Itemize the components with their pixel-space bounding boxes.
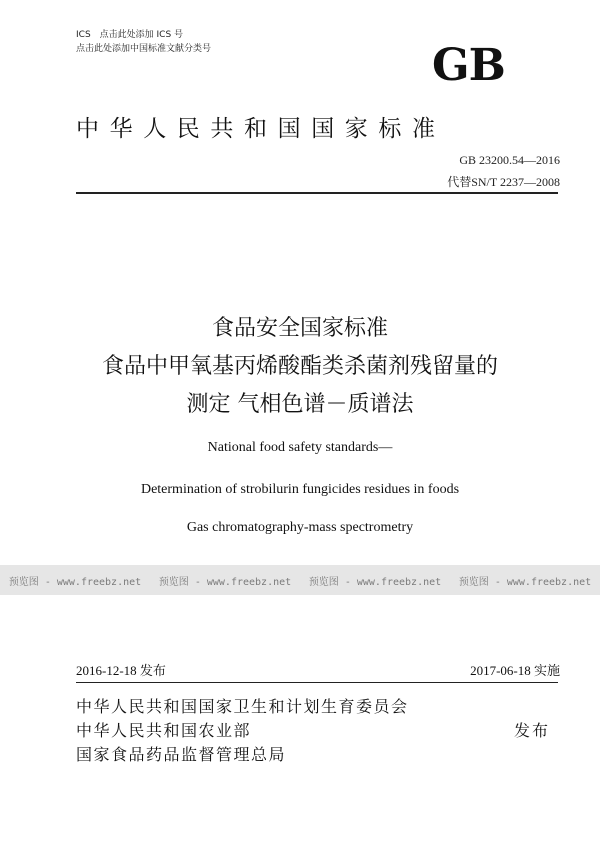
watermark-text: 预览图 - www.freebz.net bbox=[158, 576, 292, 588]
issue-date: 2016-12-18 发布 bbox=[76, 663, 166, 678]
header-divider bbox=[76, 192, 558, 194]
ccs-line[interactable]: 点击此处添加中国标准文献分类号 bbox=[76, 44, 212, 54]
title-en-line-1: National food safety standards— bbox=[207, 440, 393, 455]
national-standard-title: 中华人民共和国国家标准 bbox=[76, 116, 446, 142]
title-en-line-3: Gas chromatography-mass spectrometry bbox=[186, 520, 414, 535]
ics-line[interactable]: ICS 点击此处添加 ICS 号 bbox=[76, 30, 184, 40]
watermark-text: 预览图 - www.freebz.net bbox=[8, 576, 142, 588]
replaces-standard: 代替SN/T 2237—2008 bbox=[447, 175, 560, 189]
title-cn-line-2: 食品中甲氧基丙烯酸酯类杀菌剂残留量的 bbox=[101, 354, 498, 379]
issuer-2: 中华人民共和国农业部 bbox=[76, 721, 252, 740]
publish-label: 发布 bbox=[514, 721, 551, 740]
watermark-text: 预览图 - www.freebz.net bbox=[308, 576, 442, 588]
ics-block bbox=[76, 28, 211, 56]
watermark-band bbox=[0, 565, 600, 595]
issuer-1: 中华人民共和国国家卫生和计划生育委员会 bbox=[76, 697, 409, 716]
title-en-line-2: Determination of strobilurin fungicides residues in foods bbox=[140, 482, 460, 497]
gb-logo: GB bbox=[432, 40, 505, 91]
title-cn-line-3: 测定 气相色谱－质谱法 bbox=[186, 392, 414, 417]
effective-date: 2017-06-18 实施 bbox=[470, 663, 560, 678]
title-cn-line-1: 食品安全国家标准 bbox=[211, 316, 388, 341]
issuer-3: 国家食品药品监督管理总局 bbox=[76, 745, 287, 764]
standard-number: GB 23200.54—2016 bbox=[459, 153, 560, 167]
watermark-text: 预览图 - www.freebz.net bbox=[458, 576, 592, 588]
footer-divider bbox=[76, 682, 558, 683]
